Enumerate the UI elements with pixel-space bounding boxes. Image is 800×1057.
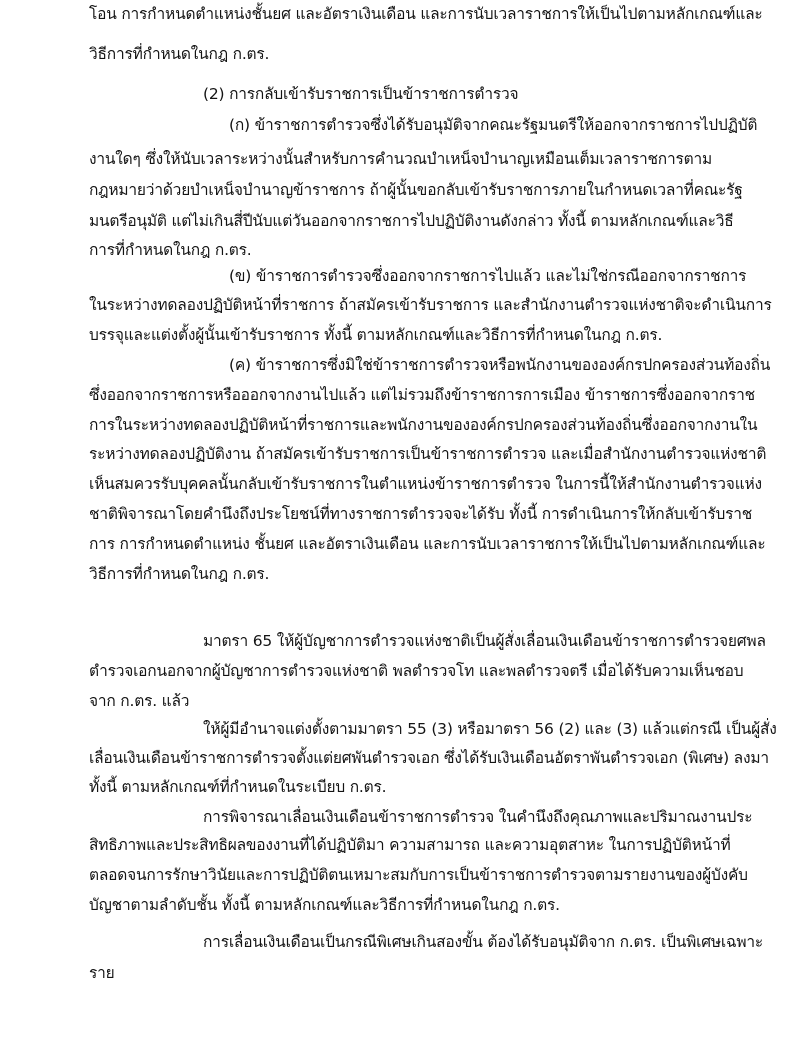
text-line: ให้ผู้มีอำนาจแต่งตั้งตามมาตรา 55 (3) หรือมาตรา 56 (2) และ (3) แล้วแต่กรณี เป็นผู้สั่ง <box>203 720 777 738</box>
text-line: การพิจารณาเลื่อนเงินเดือนข้าราชการตำรวจ ในคำนึงถึงคุณภาพและปริมาณงานประ <box>203 808 753 826</box>
text-line: ชาติพิจารณาโดยคำนึงถึงประโยชน์ที่ทางราชการตำรวจจะได้รับ ทั้งนี้ การดำเนินการให้กลับเข้ารับราช <box>89 505 753 523</box>
text-line: งานใดๆ ซึ่งให้นับเวลาระหว่างนั้นสำหรับการคำนวณบำเหน็จบำนาญเหมือนเต็มเวลาราชการตาม <box>89 150 712 168</box>
text-line: (ก) ข้าราชการตำรวจซึ่งได้รับอนุมัติจากคณะรัฐมนตรีให้ออกจากราชการไปปฏิบัติ <box>229 116 758 134</box>
text-line: มนตรีอนุมัติ แต่ไม่เกินสี่ปีนับแต่วันออกจากราชการไปปฏิบัติงานดังกล่าว ทั้งนี้ ตามหลักเกณฑ์และวิธี <box>89 212 734 230</box>
text-line: ระหว่างทดลองปฏิบัติงาน ถ้าสมัครเข้ารับราชการเป็นข้าราชการตำรวจ และเมื่อสำนักงานตำรวจแห่งชาติ <box>89 445 767 463</box>
section-heading: (2) การกลับเข้ารับราชการเป็นข้าราชการตำรวจ <box>203 85 519 103</box>
text-line: ราย <box>89 964 115 982</box>
text-line: ทั้งนี้ ตามหลักเกณฑ์ที่กำหนดในระเบียบ ก.ตร. <box>89 778 387 796</box>
text-line: เลื่อนเงินเดือนข้าราชการตำรวจตั้งแต่ยศพันตำรวจเอก ซึ่งได้รับเงินเดือนอัตราพันตำรวจเอก (พิเศษ) ลงมา <box>89 749 769 767</box>
text-line: วิธีการที่กำหนดในกฎ ก.ตร. <box>89 565 270 583</box>
text-line: ตำรวจเอกนอกจากผู้บัญชาการตำรวจแห่งชาติ พลตำรวจโท และพลตำรวจตรี เมื่อได้รับความเห็นชอบ <box>89 662 744 680</box>
text-line: (ค) ข้าราชการซึ่งมิใช่ข้าราชการตำรวจหรือพนักงานขององค์กรปกครองส่วนท้องถิ่น <box>229 356 771 374</box>
text-line: ตลอดจนการรักษาวินัยและการปฏิบัติตนเหมาะสมกับการเป็นข้าราชการตำรวจตามรายงานของผู้บังคับ <box>89 866 748 884</box>
text-line: สิทธิภาพและประสิทธิผลของงานที่ได้ปฏิบัติมา ความสามารถ และความอุตสาหะ ในการปฏิบัติหน้าที่ <box>89 836 731 854</box>
section-heading: มาตรา 65 ให้ผู้บัญชาการตำรวจแห่งชาติเป็นผู้สั่งเลื่อนเงินเดือนข้าราชการตำรวจยศพล <box>203 632 766 650</box>
text-line: เห็นสมควรรับบุคคลนั้นกลับเข้ารับราชการในตำแหน่งข้าราชการตำรวจ ในการนี้ให้สำนักงานตำรวจแห่ง <box>89 475 762 493</box>
text-line: การในระหว่างทดลองปฏิบัติหน้าที่ราชการและพนักงานขององค์กรปกครองส่วนท้องถิ่นซึ่งออกจากงานใน <box>89 416 758 434</box>
text-line: ในระหว่างทดลองปฏิบัติหน้าที่ราชการ ถ้าสมัครเข้ารับราชการ และสำนักงานตำรวจแห่งชาติจะดำเนินการ <box>89 296 772 314</box>
text-line: การที่กำหนดในกฎ ก.ตร. <box>89 241 252 259</box>
text-line: โอน การกำหนดตำแหน่งชั้นยศ และอัตราเงินเดือน และการนับเวลาราชการให้เป็นไปตามหลักเกณฑ์และ <box>89 5 763 23</box>
text-line: บัญชาตามลำดับชั้น ทั้งนี้ ตามหลักเกณฑ์และวิธีการที่กำหนดในกฎ ก.ตร. <box>89 896 560 914</box>
text-line: วิธีการที่กำหนดในกฎ ก.ตร. <box>89 45 270 63</box>
text-line: การเลื่อนเงินเดือนเป็นกรณีพิเศษเกินสองขั้น ต้องได้รับอนุมัติจาก ก.ตร. เป็นพิเศษเฉพาะ <box>203 933 763 951</box>
text-line: บรรจุและแต่งตั้งผู้นั้นเข้ารับราชการ ทั้งนี้ ตามหลักเกณฑ์และวิธีการที่กำหนดในกฎ ก.ตร. <box>89 326 663 344</box>
text-line: (ข) ข้าราชการตำรวจซึ่งออกจากราชการไปแล้ว และไม่ใช่กรณีออกจากราชการ <box>229 267 747 285</box>
text-line: ซึ่งออกจากราชการหรือออกจากงานไปแล้ว แต่ไม่รวมถึงข้าราชการการเมือง ข้าราชการซึ่งออกจากราช <box>89 386 756 404</box>
text-line: การ การกำหนดตำแหน่ง ชั้นยศ และอัตราเงินเดือน และการนับเวลาราชการให้เป็นไปตามหลักเกณฑ์และ <box>89 535 766 553</box>
text-line: กฎหมายว่าด้วยบำเหน็จบำนาญข้าราชการ ถ้าผู้นั้นขอกลับเข้ารับราชการภายในกำหนดเวลาที่คณะรัฐ <box>89 181 743 199</box>
text-line: จาก ก.ตร. แล้ว <box>89 692 190 710</box>
